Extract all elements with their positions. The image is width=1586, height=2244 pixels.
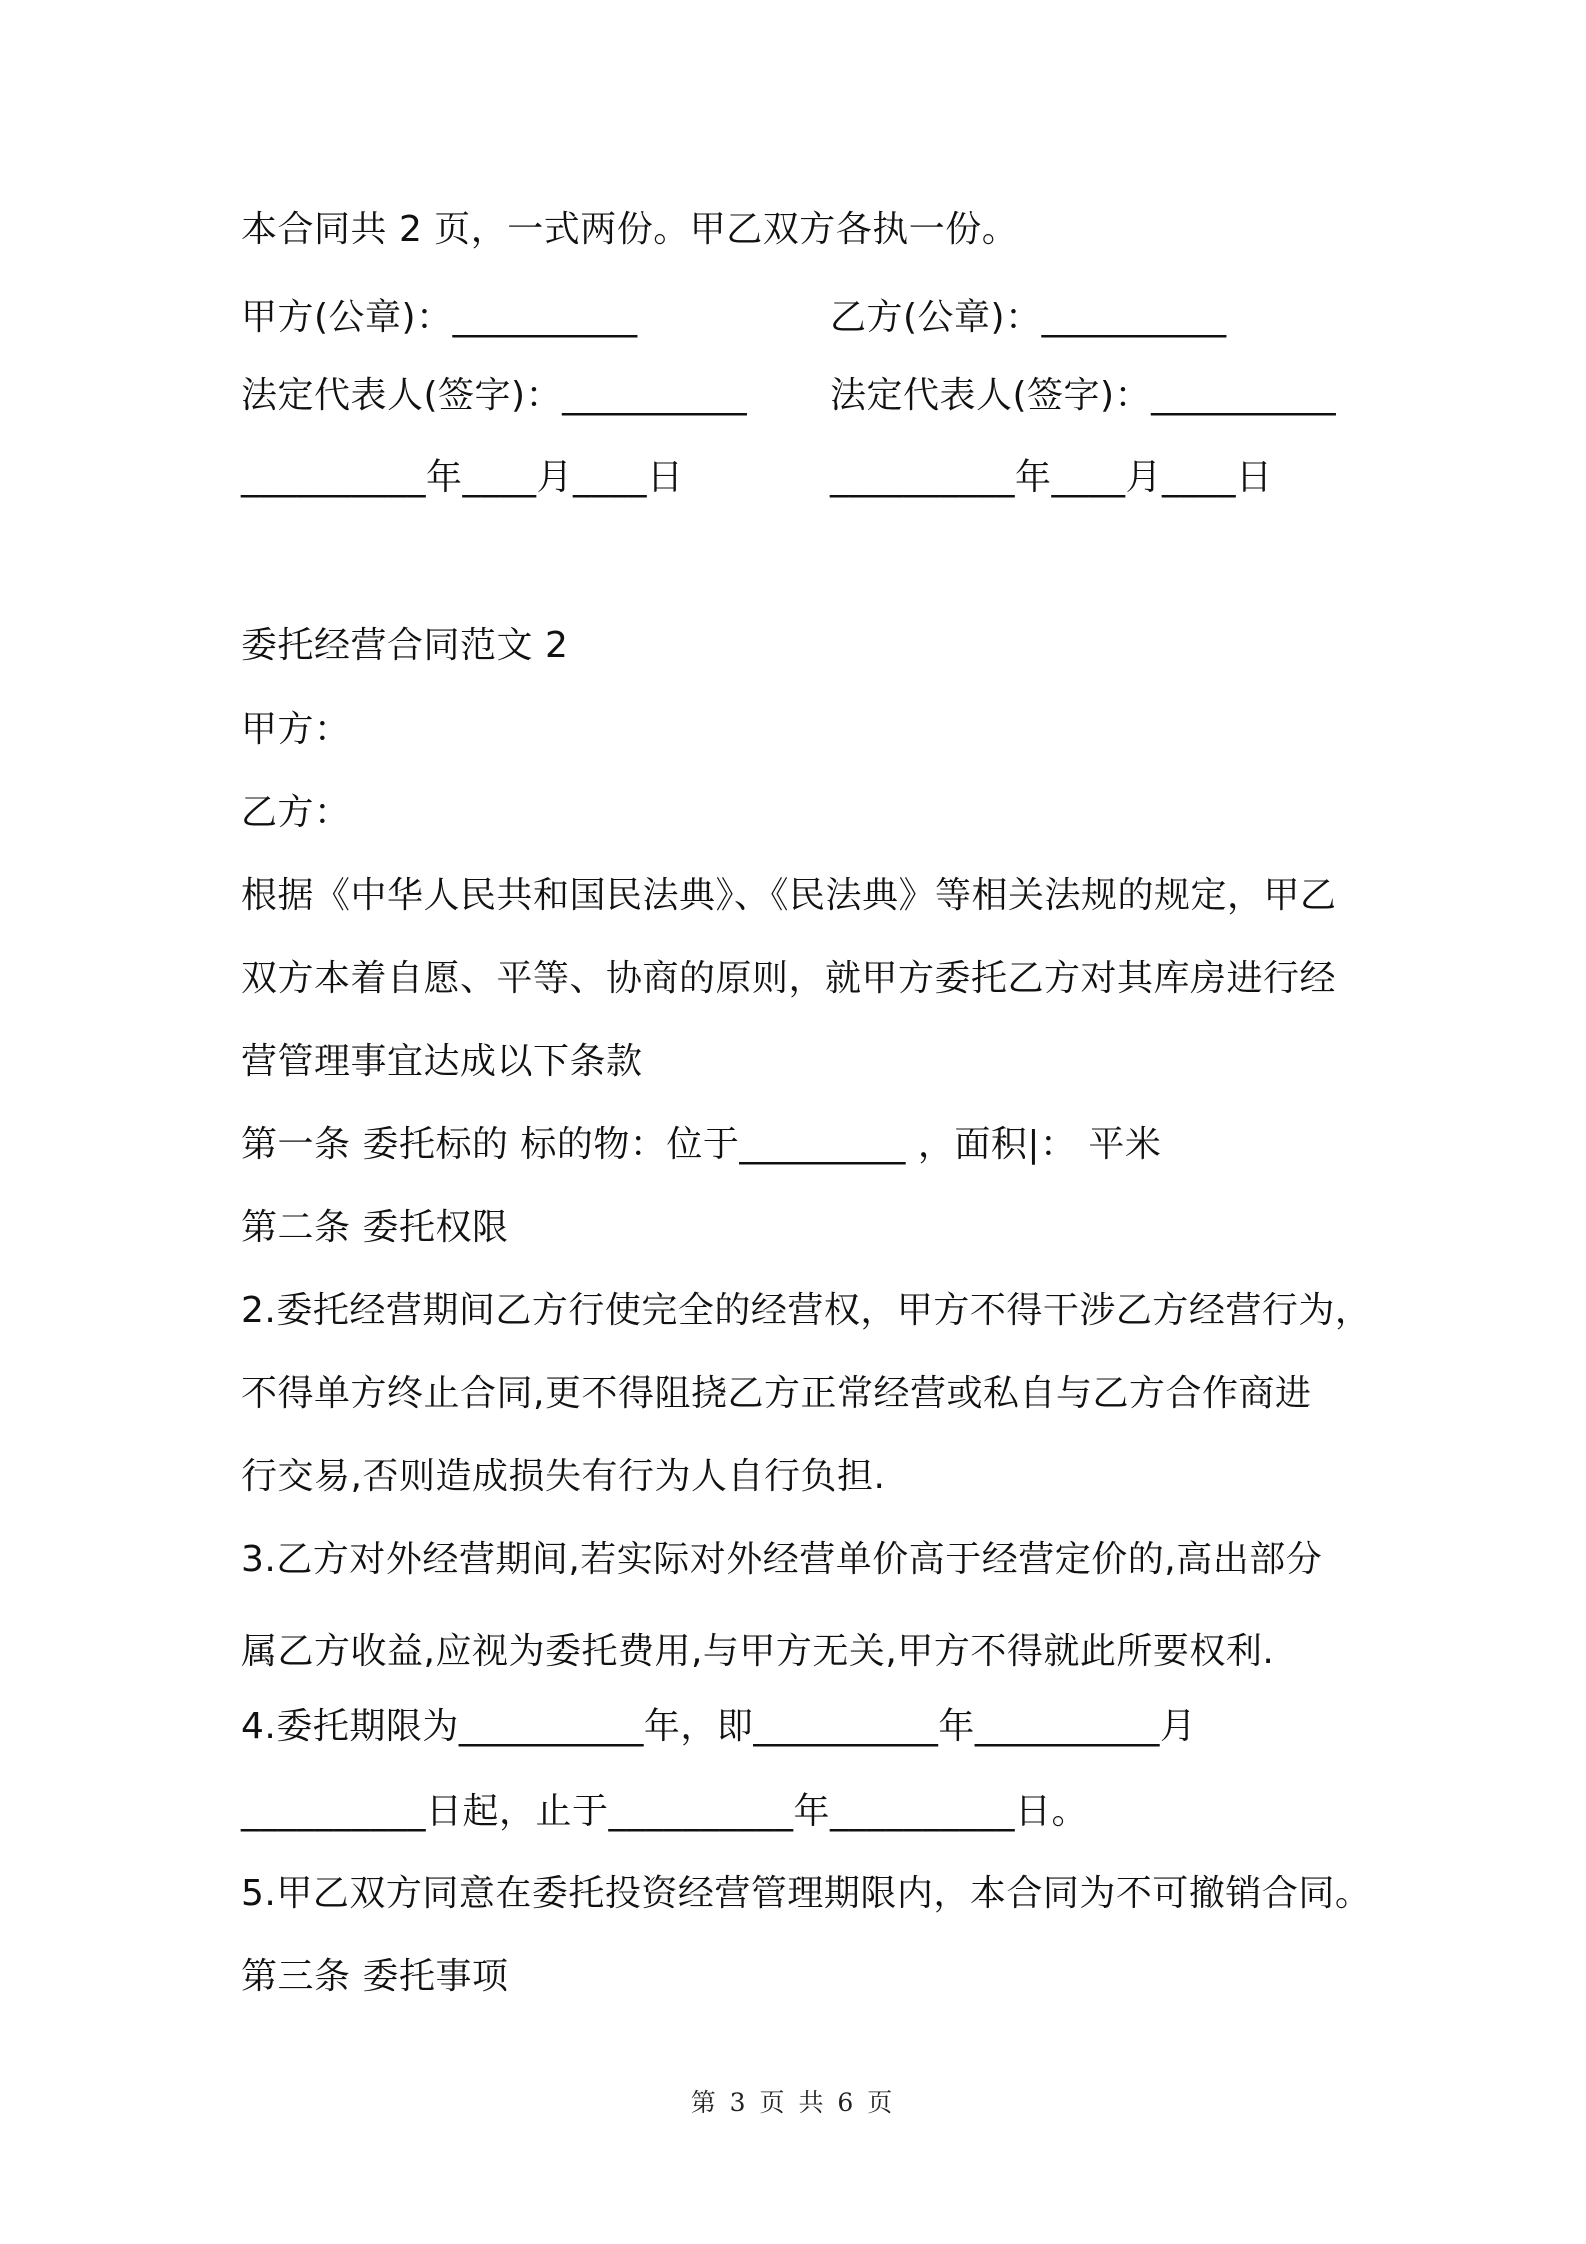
clause-2-line: 2.委托经营期间乙方行使完全的经营权，甲方不得干涉乙方经营行为，	[241, 1290, 1372, 1331]
clause-3-line: 属乙方收益,应视为委托费用,与甲方无关,甲方不得就此所要权利.	[241, 1631, 1275, 1672]
page-number: 第 3 页 共 6 页	[690, 2088, 896, 2117]
preamble-line: 双方本着自愿、平等、协商的原则，就甲方委托乙方对其库房进行经	[241, 958, 1337, 999]
clause-2-line: 行交易,否则造成损失有行为人自行负担.	[241, 1456, 886, 1497]
party-b-date-field: __________年____月____日	[830, 457, 1273, 498]
party-a-date-field: __________年____月____日	[241, 457, 684, 498]
clause-2-line: 不得单方终止合同,更不得阻挠乙方正常经营或私自与乙方合作商进	[241, 1373, 1312, 1414]
copies-note: 本合同共 2 页，一式两份。甲乙双方各执一份。	[241, 209, 1019, 250]
article-1: 第一条 委托标的 标的物：位于_________ ，面积|： 平米	[241, 1124, 1162, 1165]
contract-title: 委托经营合同范文 2	[241, 625, 569, 666]
article-2-heading: 第二条 委托权限	[241, 1207, 509, 1248]
clause-4-line: 4.委托期限为__________年，即__________年__________月	[241, 1706, 1197, 1747]
party-a-representative-field: 法定代表人(签字)：__________	[241, 375, 748, 416]
preamble-line: 营管理事宜达成以下条款	[241, 1041, 643, 1082]
party-a-label: 甲方：	[241, 709, 351, 750]
article-3-heading: 第三条 委托事项	[241, 1956, 509, 1997]
clause-3-line: 3.乙方对外经营期间,若实际对外经营单价高于经营定价的,高出部分	[241, 1539, 1323, 1580]
preamble-line: 根据《中华人民共和国民法典》、《民法典》等相关法规的规定，甲乙	[241, 875, 1337, 916]
clause-4-line: __________日起，止于__________年__________日。	[241, 1791, 1089, 1832]
clause-5: 5.甲乙双方同意在委托投资经营管理期限内，本合同为不可撤销合同。	[241, 1873, 1372, 1914]
party-a-seal-field: 甲方(公章)：__________	[241, 297, 638, 338]
party-b-representative-field: 法定代表人(签字)：__________	[830, 375, 1337, 416]
party-b-label: 乙方：	[241, 792, 351, 833]
party-b-seal-field: 乙方(公章)：__________	[830, 297, 1227, 338]
